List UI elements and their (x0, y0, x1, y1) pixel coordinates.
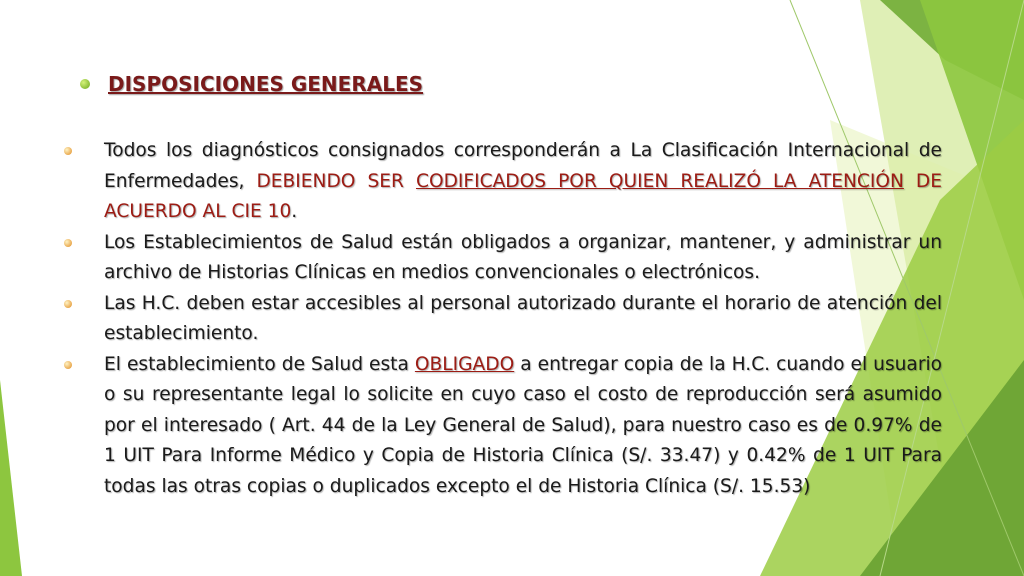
bullet-dot-icon (64, 361, 72, 369)
b2-text: Los Establecimientos de Salud están obligados a organizar, mantener, y administrar un archivo de Historias Clínicas en medios convencionales o electrónicos. (104, 231, 942, 283)
b1-text-2: DEBIENDO SER (256, 170, 416, 192)
b4-text-1: El establecimiento de Salud esta (104, 353, 415, 375)
heading-bullet-icon (80, 79, 90, 89)
b4-text-2: OBLIGADO (414, 353, 515, 375)
bullet-item-4 (62, 350, 942, 503)
bullet-item-2 (62, 228, 942, 289)
section-heading (80, 72, 423, 96)
b1-text-4: DE ACUERDO AL CIE 10 (104, 170, 942, 222)
b1-text-1: Todos los diagnósticos consignados corresponderán a La Clasificación Internacional de Enfermedades, (104, 140, 942, 192)
bullet-dot-icon (64, 239, 72, 247)
bullet-dot-icon (64, 147, 72, 155)
bullet-item-3 (62, 289, 942, 350)
heading-text: DISPOSICIONES GENERALES (108, 72, 424, 96)
b1-text-5: . (291, 201, 298, 222)
bullet-dot-icon (64, 300, 72, 308)
b3-text: Las H.C. deben estar accesibles al personal autorizado durante el horario de atención del establecimiento. (104, 292, 942, 344)
bullet-list (62, 136, 942, 502)
b4-text-3: a entregar copia de la H.C. cuando el usuario o su representante legal lo solicite en cuyo caso el costo de reproducción será asumido por el interesado ( Art. 44 de la Ley General de Salud), para nuestro caso es de 0.97% de 1 UIT Para Informe Médico y Copia de Historia Clínica (S/. 33.47) y 0.42% de 1 UIT Para todas las otras copias o duplicados excepto el de Historia Clínica (S/. 15.53) (104, 353, 943, 497)
left-green-triangle (0, 380, 22, 576)
b1-text-3: CODIFICADOS POR QUIEN REALIZÓ LA ATENCIÓN (415, 170, 904, 192)
bullet-item-1 (62, 136, 942, 228)
